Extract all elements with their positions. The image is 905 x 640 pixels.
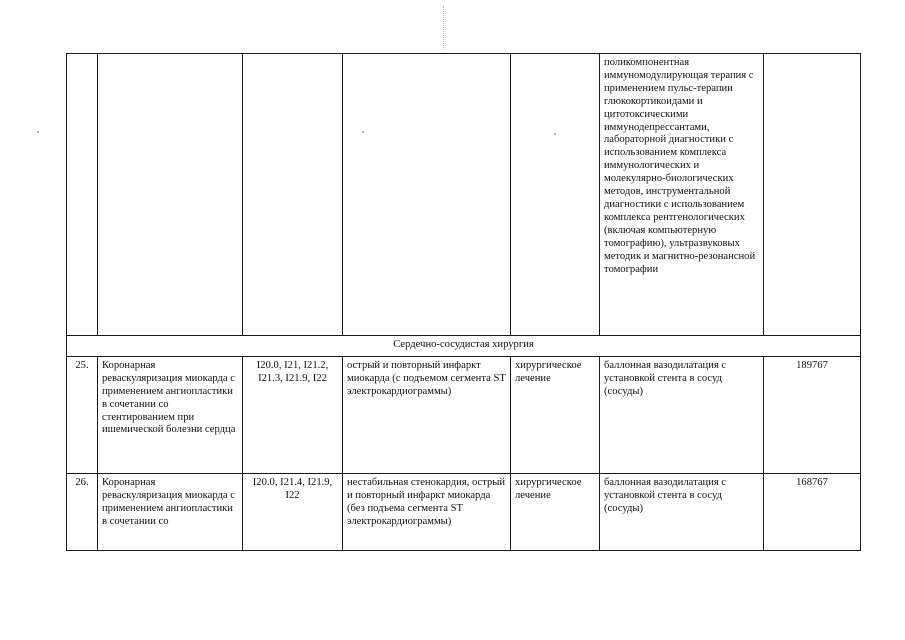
price-value: 168767 — [764, 473, 861, 550]
diagnosis-codes: I20.0, I21, I21.2, I21.3, I21.9, I22 — [243, 356, 343, 473]
treatment-type: хирургическое лечение — [511, 473, 600, 550]
row-number: 25. — [67, 356, 98, 473]
cell-price — [764, 54, 861, 336]
patient-condition: острый и повторный инфаркт миокарда (с подъемом сегмента ST электрокардиограммы) — [343, 356, 511, 473]
scan-speck — [37, 131, 39, 133]
table-row-continuation — [67, 54, 861, 336]
cell-treatment — [511, 54, 600, 336]
row-number: 26. — [67, 473, 98, 550]
scan-artifact-line — [443, 6, 444, 50]
table-row — [67, 356, 861, 473]
price-value: 189767 — [764, 356, 861, 473]
section-heading: Сердечно-сосудистая хирургия — [67, 336, 861, 357]
table-row — [67, 473, 861, 550]
cell-condition — [343, 54, 511, 336]
intervention-name: Коронарная реваскуляризация миокарда с применением ангиопластики в сочетании со стентированием при ишемической болезни сердца — [98, 356, 243, 473]
cell-number — [67, 54, 98, 336]
cell-method: поликомпонентная иммуномодулирующая терапия с применением пульс-терапии глюкокортикоидами и цитотоксическими иммунодепрессантами, лабораторной диагностики с использованием комплекса иммунологических и молекулярно-биологических методов, инструментальной диагностики с использованием комплекса рентгенологических (включая компьютерную томографию), ультразвуковых методик и магнитно-резонансной томографии — [600, 54, 764, 336]
section-heading-row — [67, 336, 861, 357]
treatment-method: баллонная вазодилатация с установкой стента в сосуд (сосуды) — [600, 473, 764, 550]
intervention-name: Коронарная реваскуляризация миокарда с применением ангиопластики в сочетании со — [98, 473, 243, 550]
medical-services-table — [66, 53, 861, 551]
treatment-type: хирургическое лечение — [511, 356, 600, 473]
diagnosis-codes: I20.0, I21.4, I21.9, I22 — [243, 473, 343, 550]
cell-codes — [243, 54, 343, 336]
cell-intervention — [98, 54, 243, 336]
treatment-method: баллонная вазодилатация с установкой стента в сосуд (сосуды) — [600, 356, 764, 473]
patient-condition: нестабильная стенокардия, острый и повторный инфаркт миокарда (без подъема сегмента ST электрокардиограммы) — [343, 473, 511, 550]
